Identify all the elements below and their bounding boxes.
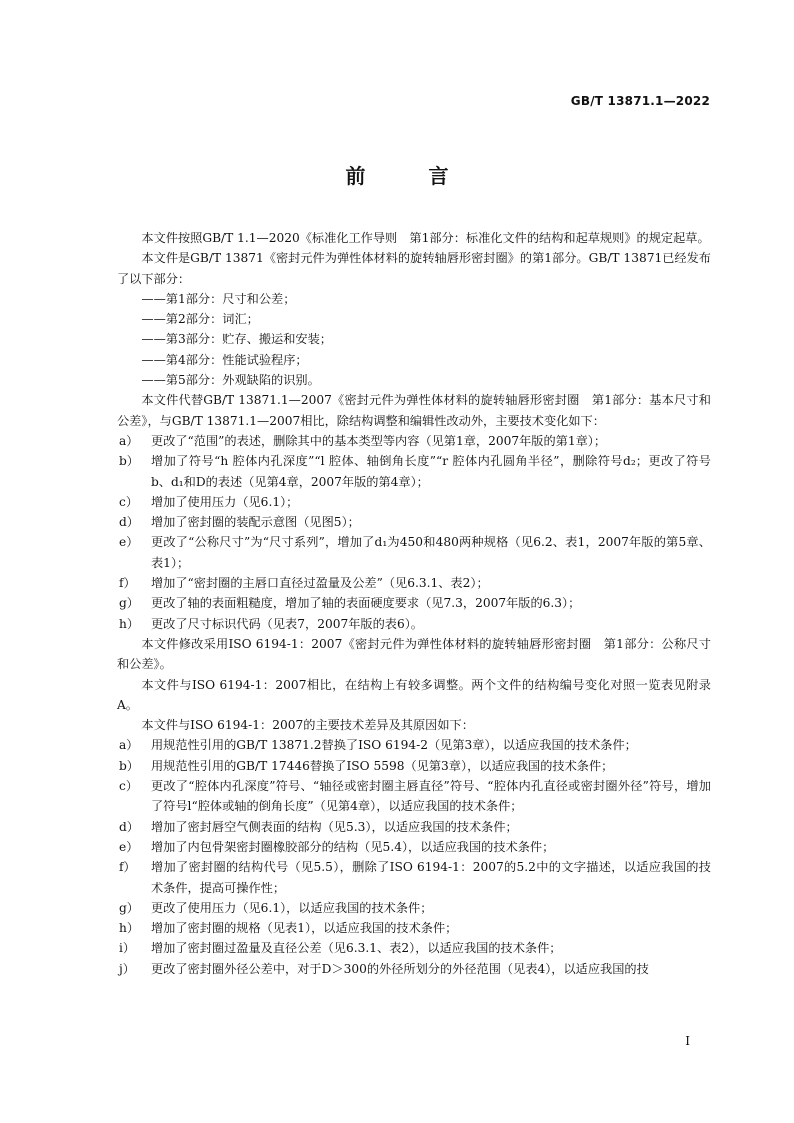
standard-code: GB/T 13871.1—2022 — [570, 94, 710, 108]
list-item-text: 增加了密封圈的装配示意图（见图5）； — [151, 515, 360, 530]
list-item: ——第4部分：性能试验程序； — [141, 352, 308, 367]
list-item — [117, 593, 711, 613]
list-item-text: 增加了密封圈的结构代号（见5.5），删除了ISO 6194-1：2007的5.2中的文字描述，以适应我国的技术条件，提高可操作性； — [151, 860, 711, 895]
list-item — [117, 857, 711, 898]
page-number: I — [685, 1034, 690, 1048]
list-item — [117, 898, 711, 918]
list-item-text: 增加了“密封圈的主唇口直径过盈量及公差”（见6.3.1、表2）； — [151, 576, 489, 591]
list-item — [117, 431, 711, 451]
parts-list — [117, 289, 711, 390]
list-item: ——第5部分：外观缺陷的识别。 — [141, 373, 320, 388]
list-marker: c） — [119, 779, 139, 794]
list-marker: f） — [119, 860, 136, 875]
paragraph-differences-intro: 本文件与ISO 6194-1：2007的主要技术差异及其原因如下： — [141, 718, 474, 733]
list-item-text: 增加了密封唇空气侧表面的结构（见5.3），以适应我国的技术条件； — [151, 819, 518, 834]
list-marker: d） — [119, 819, 139, 834]
list-item — [117, 532, 711, 573]
list-marker: e） — [119, 839, 139, 854]
paragraph-structure-comparison: 本文件与ISO 6194-1：2007相比，在结构上有较多调整。两个文件的结构编号变化对照一览表见附录A。 — [117, 677, 711, 712]
page-title: 前 言 — [345, 164, 477, 188]
list-item-text: 更改了尺寸标识代码（见表7，2007年版的表6）。 — [151, 616, 423, 631]
list-item — [117, 614, 711, 634]
list-item-text: 更改了轴的表面粗糙度，增加了轴的表面硬度要求（见7.3，2007年版的6.3）； — [151, 596, 581, 611]
list-item-text: 增加了密封圈的规格（见表1），以适应我国的技术条件； — [151, 921, 458, 936]
list-marker: d） — [119, 515, 139, 530]
list-item-text: 更改了“范围”的表述，删除其中的基本类型等内容（见第1章，2007年版的第1章）； — [151, 433, 607, 448]
list-marker: h） — [119, 616, 140, 631]
list-marker: j） — [119, 961, 135, 976]
list-item-text: 更改了使用压力（见6.1），以适应我国的技术条件； — [151, 900, 433, 915]
list-marker: a） — [119, 738, 139, 753]
list-item-text: 用规范性引用的GB/T 17446替换了ISO 5598（见第3章），以适应我国的技术条件； — [151, 758, 614, 773]
technical-differences-list — [117, 735, 711, 979]
list-marker: h） — [119, 921, 140, 936]
list-marker: e） — [119, 535, 139, 550]
list-item-text: 增加了使用压力（见6.1）； — [151, 494, 299, 509]
list-item-text: 增加了符号“h 腔体内孔深度”“l 腔体、轴倒角长度”“r 腔体内孔圆角半径”，删除符号d₂；更改了符号b、d₁和D的表述（见第4章，2007年版的第4章）； — [151, 454, 711, 489]
list-marker: g） — [119, 596, 139, 611]
list-item-text: 更改了“公称尺寸”为“尺寸系列”，增加了d₁为450和480两种规格（见6.2、表1，2007年版的第5章、表1）； — [151, 535, 711, 570]
paragraph-drafting-rules: 本文件按照GB/T 1.1—2020《标准化工作导则 第1部分：标准化文件的结构和起草规则》的规定起草。 — [141, 231, 710, 245]
list-item-text: 增加了内包骨架密封圈橡胶部分的结构（见5.4），以适应我国的技术条件； — [151, 839, 555, 854]
list-marker: g） — [119, 900, 139, 915]
list-item — [117, 573, 711, 593]
paragraph-replacement: 本文件代替GB/T 13871.1—2007《密封元件为弹性体材料的旋转轴唇形密封圈 第1部分：基本尺寸和公差》，与GB/T 13871.1—2007相比，除结构调整和编辑性改动外，主要技术变化如下： — [117, 393, 711, 428]
list-item — [117, 938, 711, 958]
list-marker: i） — [119, 941, 136, 956]
list-item: ——第1部分：尺寸和公差； — [141, 291, 296, 306]
list-marker: b） — [119, 454, 139, 469]
paragraph-series-intro: 本文件是GB/T 13871《密封元件为弹性体材料的旋转轴唇形密封圈》的第1部分。GB/T 13871已经发布了以下部分： — [117, 251, 711, 286]
list-marker: b） — [119, 758, 139, 773]
list-marker: f） — [119, 576, 136, 591]
list-item — [117, 756, 711, 776]
list-item — [117, 918, 711, 938]
paragraph-iso-adoption: 本文件修改采用ISO 6194-1：2007《密封元件为弹性体材料的旋转轴唇形密封圈 第1部分：公称尺寸和公差》。 — [117, 636, 711, 672]
list-item: ——第2部分：词汇； — [141, 312, 259, 327]
list-item — [117, 817, 711, 837]
list-marker: c） — [119, 494, 139, 509]
list-item — [117, 959, 711, 979]
list-item-text: 增加了密封圈过盈量及直径公差（见6.3.1、表2），以适应我国的技术条件； — [151, 941, 562, 956]
technical-changes-list — [117, 431, 711, 634]
list-item — [117, 776, 711, 817]
list-item-text: 更改了“腔体内孔深度”符号、“轴径或密封圈主唇直径”符号、“腔体内孔直径或密封圈外径”符号，增加了符号l“腔体或轴的倒角长度”（见第4章），以适应我国的技术条件； — [151, 779, 711, 814]
list-item — [117, 451, 711, 492]
list-item — [117, 492, 711, 512]
document-body — [117, 228, 711, 979]
list-item-text: 用规范性引用的GB/T 13871.2替换了ISO 6194-2（见第3章），以适应我国的技术条件； — [151, 738, 637, 753]
list-item-text: 更改了密封圈外径公差中，对于D＞300的外径所划分的外径范围（见表4），以适应我国的技 — [151, 961, 649, 976]
list-item — [117, 512, 711, 532]
list-item: ——第3部分：贮存、搬运和安装； — [141, 332, 332, 347]
list-item — [117, 735, 711, 755]
list-marker: a） — [119, 433, 139, 448]
list-item — [117, 837, 711, 857]
